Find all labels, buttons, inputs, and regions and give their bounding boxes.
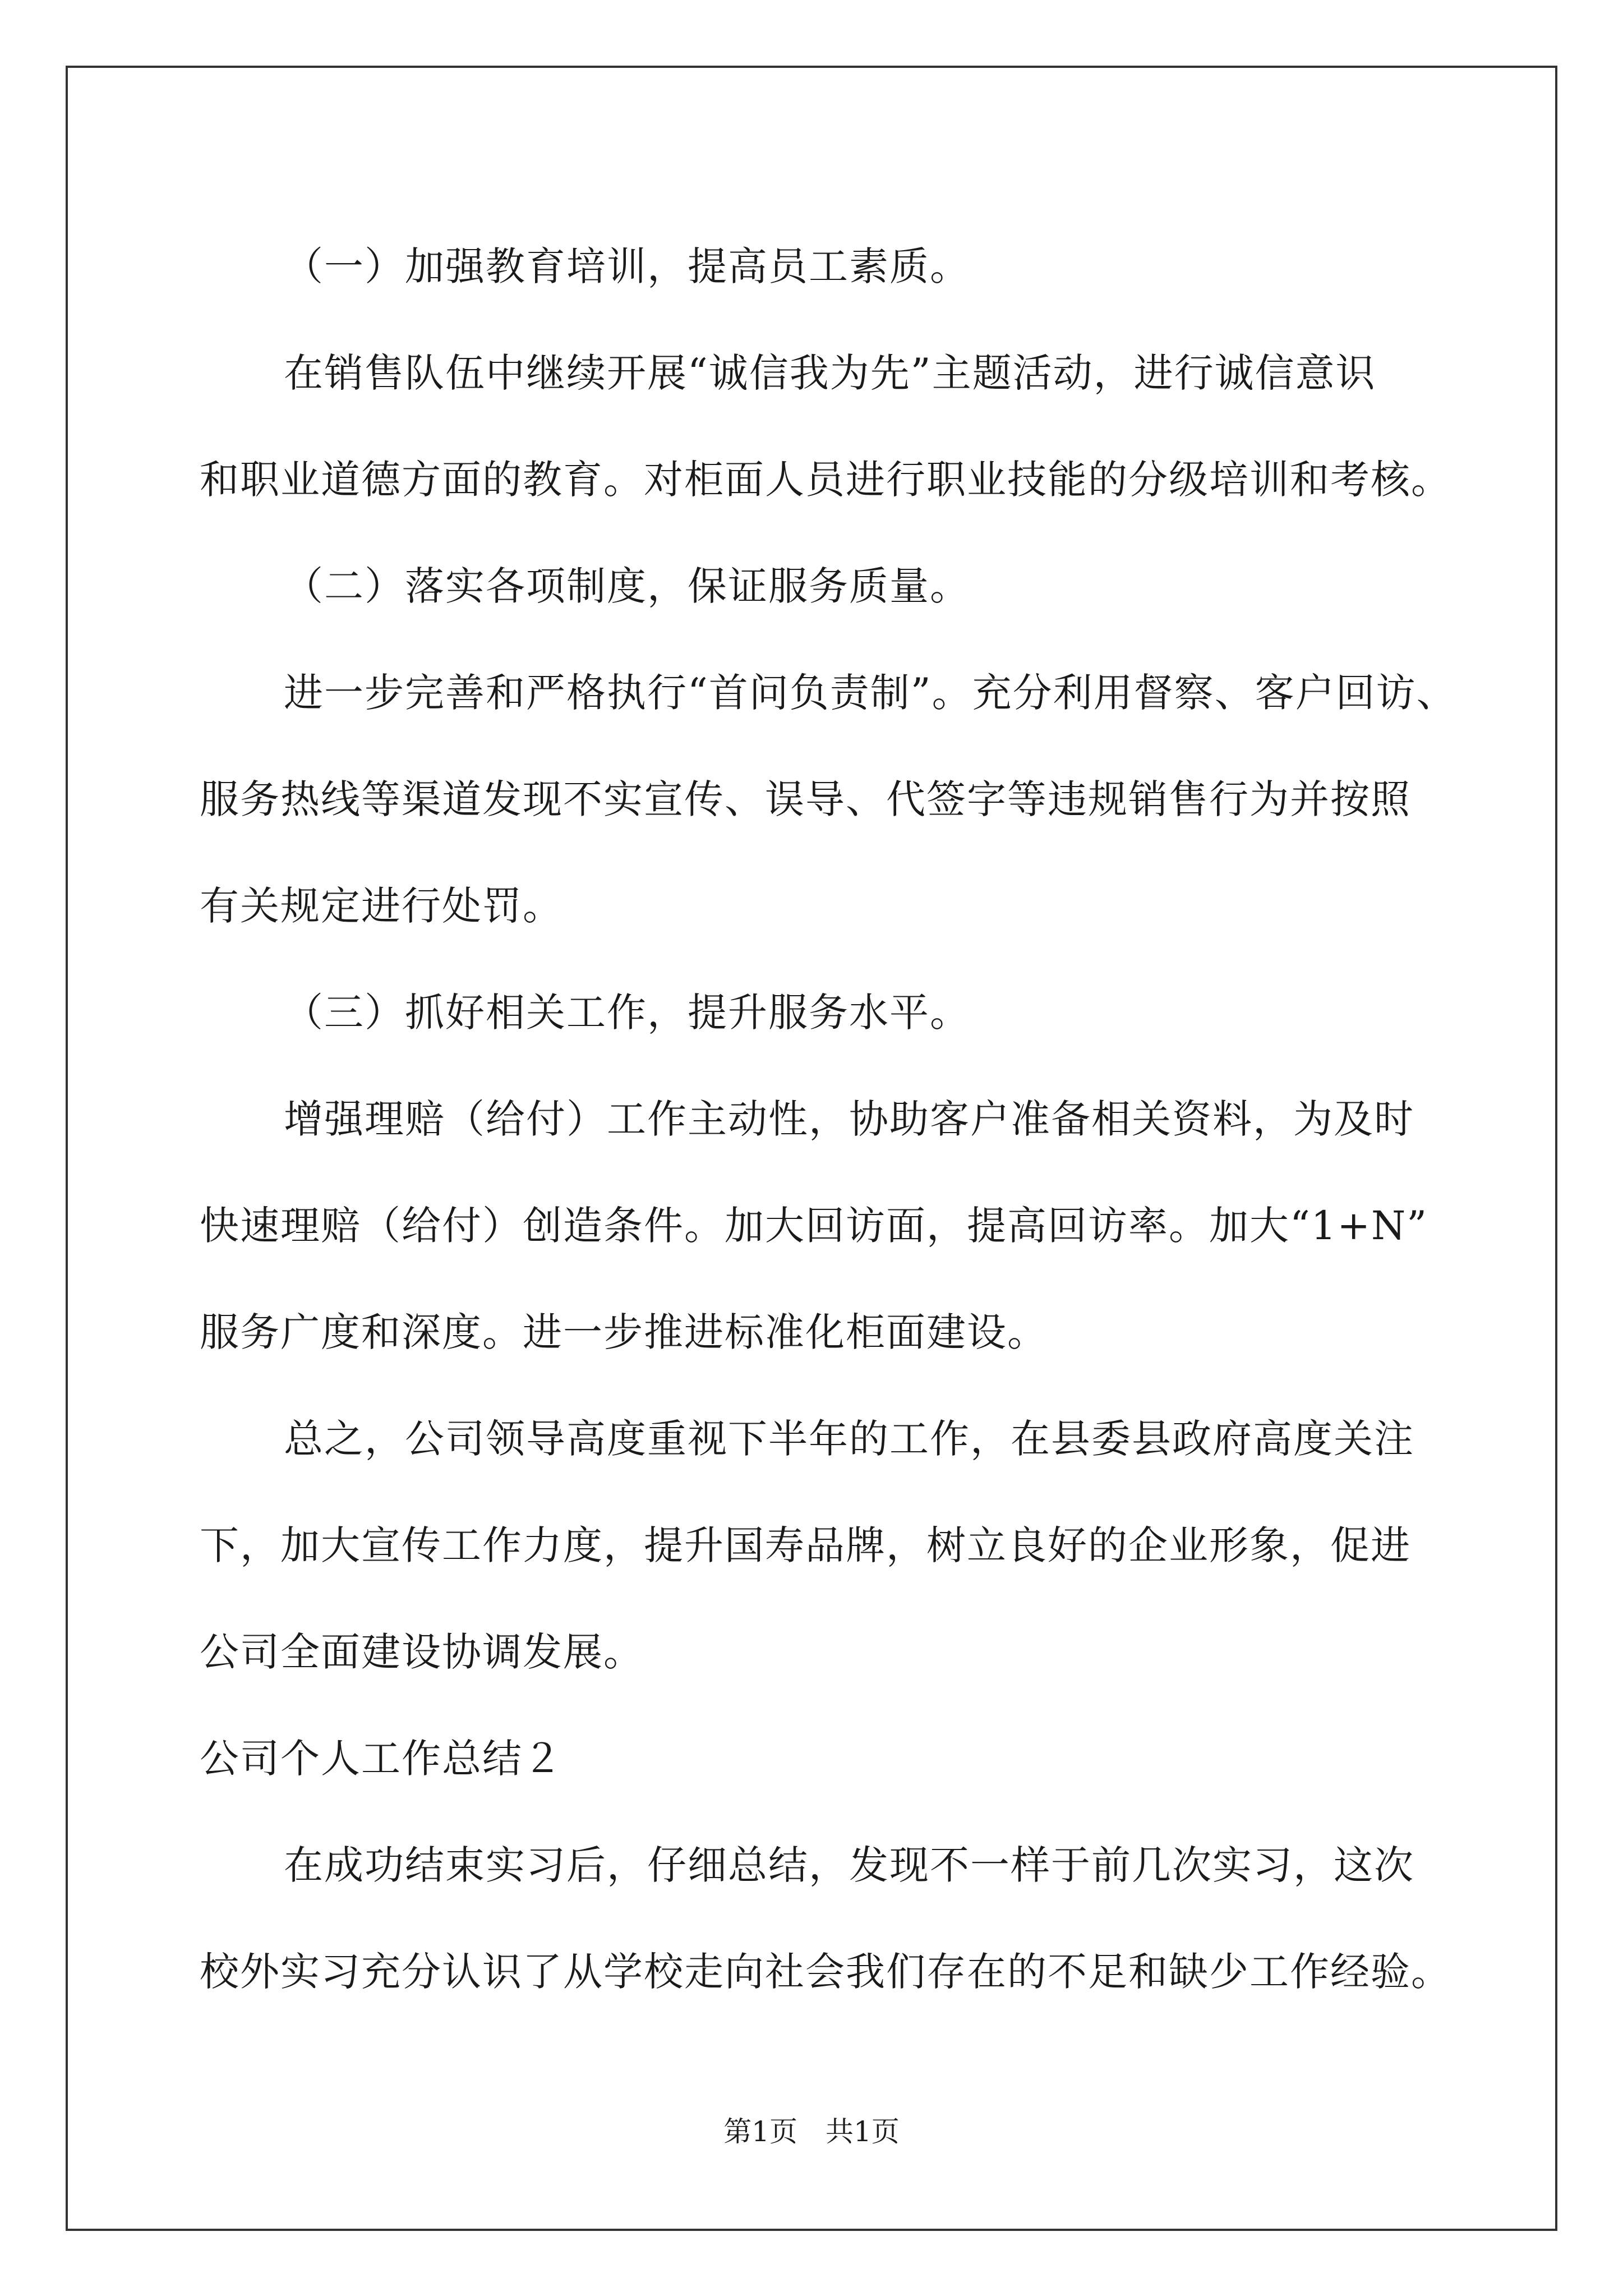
paragraph-3 xyxy=(200,533,1433,639)
page-number: 第1页 xyxy=(723,2115,797,2148)
text-line: 有关规定进行处罚。 xyxy=(200,883,563,929)
text-line: 增强理赔（给付）工作主动性，协助客户准备相关资料，为及时 xyxy=(284,1096,1414,1142)
document-body xyxy=(200,213,1457,2025)
page-footer xyxy=(0,2115,1623,2148)
paragraph-6-cont xyxy=(200,1279,1433,1386)
text-line: 服务广度和深度。进一步推进标准化柜面建设。 xyxy=(200,1309,1048,1355)
paragraph-9-cont xyxy=(200,1918,1451,2025)
paragraph-9 xyxy=(200,1812,1433,1918)
text-line: 在销售队伍中继续开展“诚信我为先”主题活动，进行诚信意识 xyxy=(284,350,1376,396)
text-line: 服务热线等渠道发现不实宣传、误导、代签字等违规销售行为并按照 xyxy=(200,776,1411,822)
text-line: 公司全面建设协调发展。 xyxy=(200,1629,644,1675)
text-line: 快速理赔（给付）创造条件。加大回访面，提高回访率。加大“1+N” xyxy=(200,1203,1428,1249)
text-line: 在成功结束实习后，仔细总结，发现不一样于前几次实习，这次 xyxy=(284,1842,1414,1888)
paragraph-4 xyxy=(200,639,1457,746)
paragraph-2-cont xyxy=(200,426,1451,533)
text-line: 下，加大宣传工作力度，提升国寿品牌，树立良好的企业形象，促进 xyxy=(200,1522,1411,1568)
text-line: 校外实习充分认识了从学校走向社会我们存在的不足和缺少工作经验。 xyxy=(200,1949,1451,1995)
paragraph-1 xyxy=(200,213,1433,320)
text-line: 和职业道德方面的教育。对柜面人员进行职业技能的分级培训和考核。 xyxy=(200,457,1451,503)
text-line: 总之，公司领导高度重视下半年的工作，在县委县政府高度关注 xyxy=(284,1416,1414,1462)
paragraph-4-cont xyxy=(200,853,1433,959)
paragraph-4-cont xyxy=(200,746,1433,853)
paragraph-7-cont xyxy=(200,1599,1433,1705)
paragraph-6 xyxy=(200,1066,1433,1172)
paragraph-2 xyxy=(200,320,1433,426)
paragraph-7-cont xyxy=(200,1492,1433,1599)
section-heading xyxy=(200,1705,1433,1812)
paragraph-5 xyxy=(200,959,1433,1066)
text-line: （三）抓好相关工作，提升服务水平。 xyxy=(284,990,970,1036)
page-total: 共1页 xyxy=(826,2115,900,2148)
text-line: 进一步完善和严格执行“首问负责制”。充分利用督察、客户回访、 xyxy=(284,670,1457,716)
paragraph-7 xyxy=(200,1386,1433,1492)
paragraph-6-cont xyxy=(200,1172,1433,1279)
text-line: 公司个人工作总结２ xyxy=(200,1736,563,1782)
text-line: （一）加强教育培训，提高员工素质。 xyxy=(284,243,970,289)
text-line: （二）落实各项制度，保证服务质量。 xyxy=(284,563,970,609)
